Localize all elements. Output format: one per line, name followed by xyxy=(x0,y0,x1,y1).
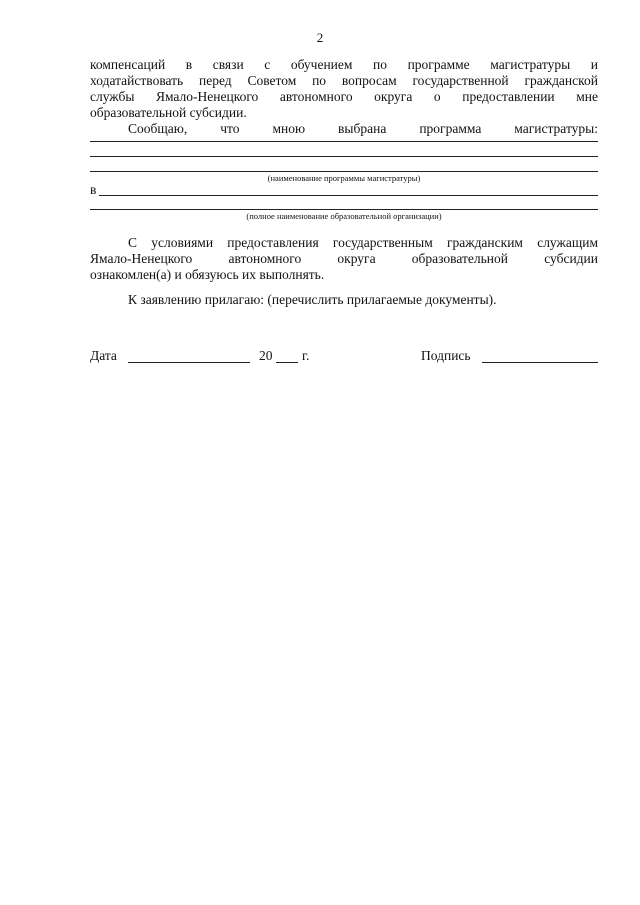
intro-line: компенсаций в связи с обучением по программе магистратуры и xyxy=(90,57,598,72)
conditions-line: Ямало-Ненецкого автономного округа образовательной субсидии xyxy=(90,251,598,266)
conditions-line: С условиями предоставления государственным гражданским служащим xyxy=(128,235,598,250)
program-name-line xyxy=(90,156,598,157)
year-suffix: г. xyxy=(302,348,310,363)
intro-line: службы Ямало-Ненецкого автономного округа о предоставлении мне xyxy=(90,89,598,104)
date-label: Дата xyxy=(90,348,117,363)
intro-paragraph xyxy=(90,57,598,121)
program-statement xyxy=(90,121,598,137)
page-number: 2 xyxy=(316,30,324,45)
institution-prefix: в xyxy=(90,182,97,197)
intro-line: образовательной субсидии. xyxy=(90,105,247,120)
year-prefix: 20 xyxy=(259,348,273,363)
program-name-line xyxy=(90,171,598,172)
date-input-line xyxy=(128,362,250,363)
conditions-line: ознакомлен(а) и обязуюсь их выполнять. xyxy=(90,267,325,282)
institution-caption: (полное наименование образовательной организации) xyxy=(246,211,442,221)
program-name-line xyxy=(90,141,598,142)
institution-name-line xyxy=(90,209,598,210)
attachments-text: К заявлению прилагаю: (перечислить прилагаемые документы). xyxy=(128,292,497,307)
year-input-line xyxy=(276,362,298,363)
program-statement-text: Сообщаю, что мною выбрана программа магистратуры: xyxy=(128,121,598,136)
conditions-paragraph xyxy=(90,235,598,283)
signature-label: Подпись xyxy=(421,348,471,363)
signature-input-line xyxy=(482,362,598,363)
intro-line: ходатайствовать перед Советом по вопросам государственной гражданской xyxy=(90,73,598,88)
program-caption: (наименование программы магистратуры) xyxy=(267,173,421,183)
institution-name-line xyxy=(99,195,598,196)
